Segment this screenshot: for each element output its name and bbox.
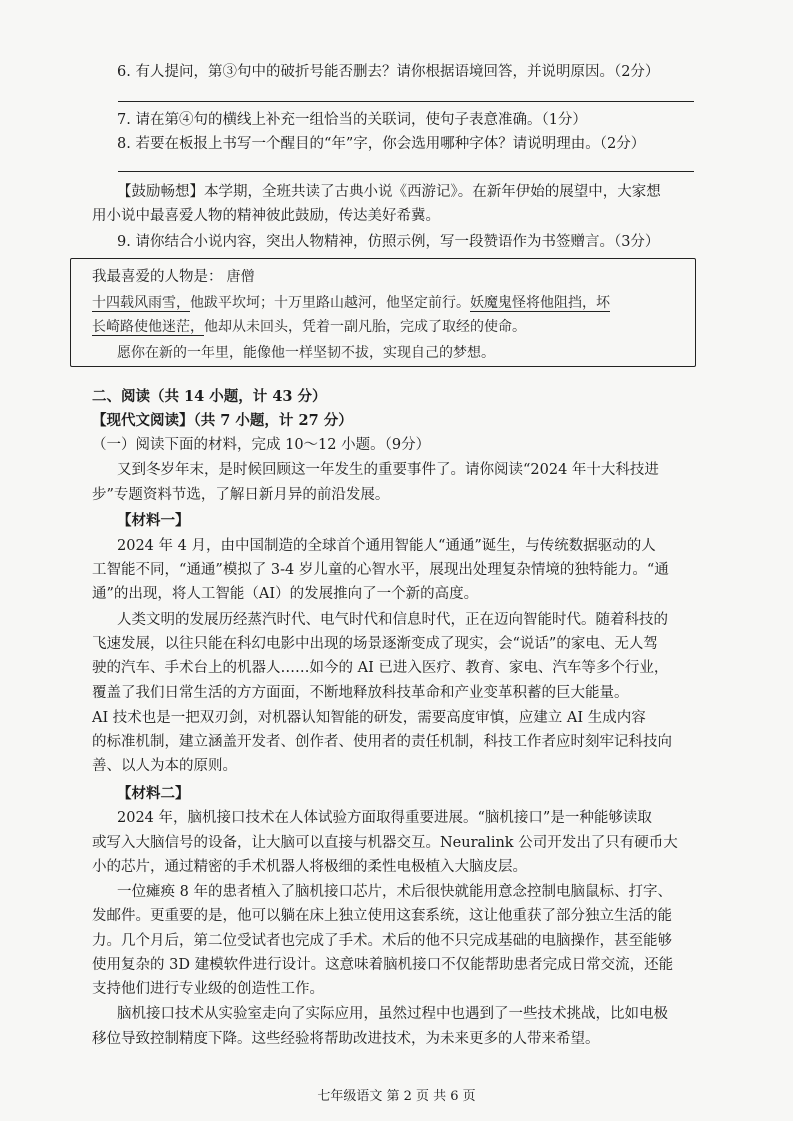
material-1-heading: 【材料一】 xyxy=(117,512,190,529)
page-footer: 七年级语文 第 2 页 共 6 页 xyxy=(317,1089,476,1104)
material-1-line-6: 驶的汽车、手术台上的机器人……如今的 AI 已进入医疗、教育、家电、汽车等多个行业， xyxy=(92,660,669,676)
material-1-line-8: AI 技术也是一把双刃剑，对机器认知智能的研发，需要高度审慎，应建立 AI 生成内容 xyxy=(92,710,646,726)
material-1-line-9: 的标准机制，建立涵盖开发者、创作者、使用者的责任机制，科技工作者应时刻牢记科技向 xyxy=(92,734,672,750)
handwritten-line-3: 愿你在新的一年里，能像他一样坚韧不拔，实现自己的梦想。 xyxy=(117,345,495,361)
handwritten-underlined-2: 妖魔鬼怪将他阻挡， xyxy=(470,295,596,311)
material-2-line-6: 力。几个月后，第二位受试者也完成了手术。术后的他不只完成基础的电脑操作，甚至能够 xyxy=(92,933,672,949)
guli-paragraph-1: 【鼓励畅想】本学期，全班共读了古典小说《西游记》。在新年伊始的展望中，大家想 xyxy=(117,184,661,200)
handwritten-text-2: 他却从未回头，凭着一副凡胎，完成了取经的使命。 xyxy=(204,319,526,335)
material-2-line-2: 或写入大脑信号的设备，让大脑可以直接与机器交互。Neuralink 公司开发出了只有硬币大 xyxy=(92,835,678,851)
handwritten-text-1: 他跋平坎坷；十万里路山越河，他坚定前行。 xyxy=(190,295,470,311)
intro-line-1: 又到冬岁年末，是时候回顾这一年发生的重要事件了。请你阅读“2024 年十大科技进 xyxy=(117,462,659,478)
material-2-line-4: 一位瘫痪 8 年的患者植入了脑机接口芯片，术后很快就能用意念控制电脑鼠标、打字、 xyxy=(117,884,672,900)
section-2-heading: 二、阅读（共 14 小题，计 43 分） xyxy=(92,388,327,405)
answer-box-label-row xyxy=(92,267,255,287)
intro-line-2: 步”专题资料节选，了解日新月异的前沿发展。 xyxy=(92,487,390,503)
material-2-line-5: 发邮件。更重要的是，他可以躺在床上独立使用这套系统，这让他重获了部分独立生活的能 xyxy=(92,908,672,924)
material-1-line-1: 2024 年 4 月，由中国制造的全球首个通用智能人“通通”诞生，与传统数据驱动的人 xyxy=(117,538,656,554)
question-9: 9. 请你结合小说内容，突出人物精神，仿照示例，写一段赞语作为书签赠言。（3分） xyxy=(117,234,660,250)
material-2-heading: 【材料二】 xyxy=(117,785,190,802)
handwritten-underlined-3: 坏 xyxy=(596,295,610,311)
material-2-line-8: 支持他们进行专业级的创造性工作。 xyxy=(92,981,324,997)
material-2-line-9: 脑机接口技术从实验室走向了实际应用，虽然过程中也遇到了一些技术挑战，比如电极 xyxy=(117,1006,668,1022)
handwritten-character-name: 唐僧 xyxy=(226,269,255,285)
part-1-heading: （一）阅读下面的材料，完成 10～12 小题。（9分） xyxy=(92,437,431,453)
answer-line-8[interactable] xyxy=(118,171,694,172)
answer-line-6[interactable] xyxy=(118,101,694,102)
material-1-line-2: 工智能不同，“通通”模拟了 3-4 岁儿童的心智水平，展现出处理复杂情境的独特能力。“通 xyxy=(92,562,669,578)
material-1-line-5: 飞速发展，以往只能在科幻电影中出现的场景逐渐变成了现实，会“说话”的家电、无人驾 xyxy=(92,636,658,652)
question-8: 8. 若要在板报上书写一个醒目的“年”字，你会选用哪种字体？请说明理由。（2分） xyxy=(117,136,646,152)
guli-paragraph-2: 用小说中最喜爱人物的精神彼此鼓励，传达美好希冀。 xyxy=(92,208,440,224)
material-2-line-1: 2024 年，脑机接口技术在人体试验方面取得重要进展。“脑机接口”是一种能够读取 xyxy=(117,810,652,826)
answer-box-label: 我最喜爱的人物是： xyxy=(92,269,223,285)
material-1-line-3: 通”的出现，将人工智能（AI）的发展推向了一个新的高度。 xyxy=(92,586,479,602)
material-2-line-7: 使用复杂的 3D 建模软件进行设计。这意味着脑机接口不仅能帮助患者完成日常交流，还能 xyxy=(92,957,674,973)
question-7: 7. 请在第④句的横线上补充一组恰当的关联词，使句子表意准确。（1分） xyxy=(117,112,587,128)
material-2-line-3: 小的芯片，通过精密的手术机器人将极细的柔性电极植入大脑皮层。 xyxy=(92,859,527,875)
material-2-line-10: 移位导致控制精度下降。这些经验将帮助改进技术，为未来更多的人带来希望。 xyxy=(92,1031,600,1047)
handwritten-underlined-4: 长崎路使他迷茫， xyxy=(92,319,204,335)
question-6: 6. 有人提问，第③句中的破折号能否删去？请你根据语境回答，并说明原因。（2分） xyxy=(117,64,660,80)
material-1-line-10: 善、以人为本的原则。 xyxy=(92,758,237,774)
material-1-line-7: 覆盖了我们日常生活的方方面面，不断地释放科技革命和产业变革积蓄的巨大能量。 xyxy=(92,685,629,701)
handwritten-line-2 xyxy=(92,317,526,337)
material-1-line-4: 人类文明的发展历经蒸汽时代、电气时代和信息时代，正在迈向智能时代。随着科技的 xyxy=(117,612,668,628)
modern-reading-heading: 【现代文阅读】（共 7 小题，计 27 分） xyxy=(92,412,353,429)
handwritten-underlined-1: 十四载风雨雪， xyxy=(92,295,190,311)
handwritten-line-1 xyxy=(92,293,610,313)
